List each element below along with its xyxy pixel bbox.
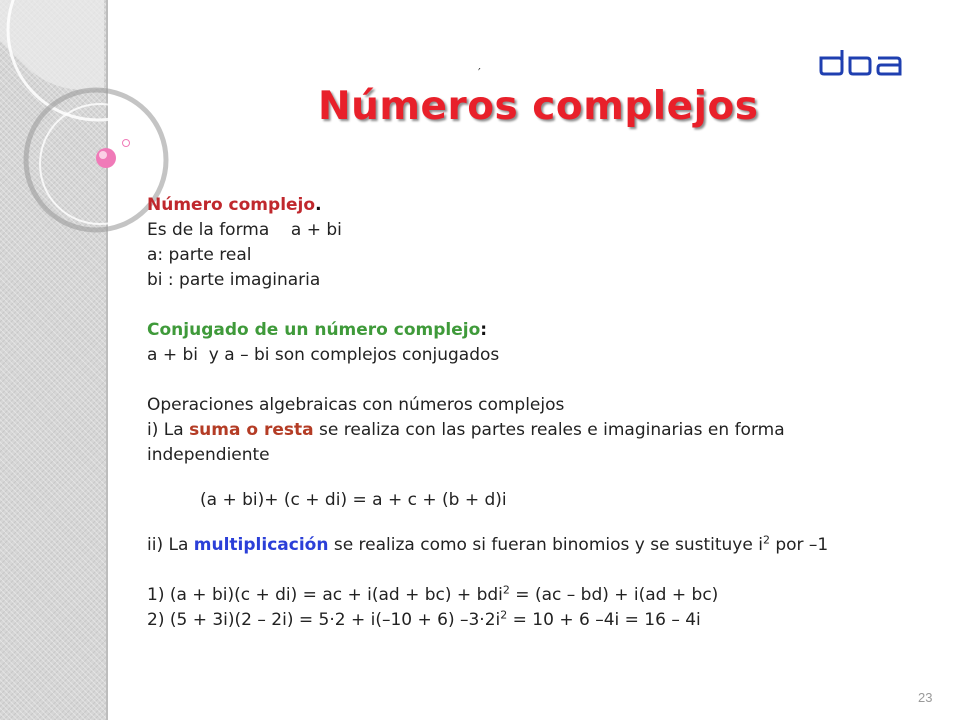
sum-formula: (a + bi)+ (c + di) = a + c + (b + d)i bbox=[200, 490, 507, 510]
example-1: 1) (a + bi)(c + di) = ac + i(ad + bc) + bdi$^2$ = (ac – bd) + i(ad + bc) bbox=[147, 583, 719, 605]
definition-heading: Número complejo. bbox=[147, 195, 322, 215]
accent-mark: ′ bbox=[478, 66, 481, 80]
slide-content bbox=[147, 193, 917, 633]
definition-line: bi : parte imaginaria bbox=[147, 270, 321, 290]
operation-sum-continuation: independiente bbox=[147, 445, 270, 465]
definition-line: a: parte real bbox=[147, 245, 252, 265]
example-2: 2) (5 + 3i)(2 – 2i) = 5·2 + i(–10 + 6) $-3\cdot 2i^2 = 10 + 6$ –4i = 16 – 4i bbox=[147, 608, 701, 630]
doa-logo bbox=[817, 46, 905, 76]
page-number: 23 bbox=[918, 690, 933, 705]
operation-multiplication-line: ii) La multiplicación se realiza como si fueran binomios y se sustituye $i^2$ por –1 bbox=[147, 533, 829, 555]
slide-title: Números complejos bbox=[318, 84, 759, 129]
definition-line: Es de la forma a + bi bbox=[147, 220, 342, 240]
pink-dot-icon bbox=[96, 148, 116, 168]
operation-sum-line: i) La suma o resta se realiza con las partes reales e imaginarias en forma bbox=[147, 420, 785, 440]
conjugate-heading: Conjugado de un número complejo: bbox=[147, 320, 488, 340]
conjugate-line: a + bi y a – bi son complejos conjugados bbox=[147, 345, 500, 365]
operations-title: Operaciones algebraicas con números complejos bbox=[147, 395, 565, 415]
